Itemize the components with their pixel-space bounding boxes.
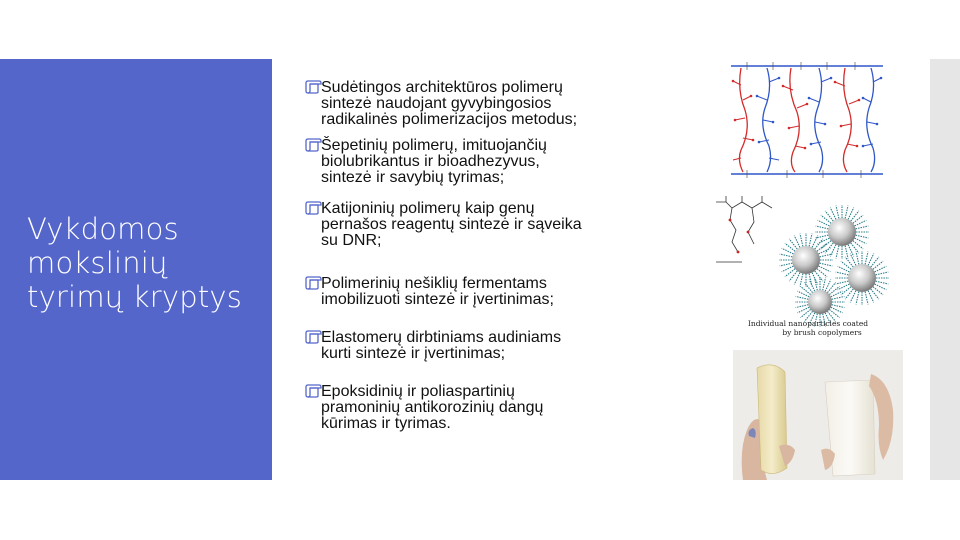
nanoparticle-core <box>848 264 876 292</box>
brush-chain <box>830 245 836 257</box>
brush-chain <box>794 273 800 285</box>
brush-chain <box>830 208 836 220</box>
brush-chain <box>855 238 867 244</box>
slide-edge-strip <box>930 59 960 480</box>
bullet-line: Šepetinių polimerų, imituojančių <box>321 137 547 154</box>
brush-chain <box>809 279 815 291</box>
slide-title <box>27 212 267 314</box>
bullet-line: radikalinės polimerizacijos metodus; <box>321 111 578 128</box>
bullet-line: Epoksidinių ir poliaspartinių <box>321 383 515 400</box>
scroll-bullet-icon <box>304 276 322 290</box>
bullet-item <box>307 384 707 438</box>
bullet-line: biolubrikantus ir bioadhezyvus, <box>321 153 540 170</box>
brush-chain <box>812 236 818 248</box>
scroll-bullet-icon <box>304 201 322 215</box>
brush-chain <box>831 307 843 313</box>
bullet-line: Katijoninių polimerų kaip genų <box>321 200 535 217</box>
brush-chain <box>797 291 809 297</box>
scroll-bullet-icon <box>304 330 322 344</box>
bullet-list <box>307 80 707 438</box>
bullet-line: Sudėtingos architektūros polimerų <box>321 79 563 96</box>
brush-chain <box>820 263 833 266</box>
brush-chain <box>809 274 812 287</box>
brush-chain <box>838 266 850 272</box>
brush-chain <box>782 266 794 272</box>
title-line-2: mokslinių <box>27 246 168 280</box>
brush-chain <box>823 278 826 291</box>
nanoparticle-core <box>792 246 820 274</box>
title-line-1: Vykdomos <box>27 212 179 246</box>
bullet-item <box>307 80 707 138</box>
title-line-3: tyrimų kryptys <box>27 280 243 314</box>
brush-chain <box>796 296 809 299</box>
elastomer-photo-drawing <box>733 350 903 480</box>
brush-chain <box>825 279 831 291</box>
brush-chain <box>818 220 830 226</box>
brush-chain <box>800 234 803 247</box>
brush-chain <box>831 291 843 297</box>
brush-chain <box>797 307 809 313</box>
brush-chain <box>865 252 868 265</box>
brush-chain <box>865 292 868 305</box>
polymer-network-drawing <box>727 60 887 180</box>
bullet-line: pramoninių antikorozinių dangų <box>321 399 544 416</box>
bullet-line: sintezė naudojant gyvybingosios <box>321 95 552 112</box>
bullet-line: Elastomerų dirbtiniams audiniams <box>321 329 562 346</box>
bullet-item <box>307 138 707 201</box>
brush-chain <box>850 291 856 303</box>
nanoparticle-drawing <box>712 192 904 340</box>
bullet-item <box>307 201 707 276</box>
bullet-item <box>307 276 707 330</box>
bullet-line: sintezė ir savybių tyrimas; <box>321 169 505 186</box>
brush-chain <box>848 245 854 257</box>
nanoparticle-core <box>808 290 832 314</box>
brush-chain <box>856 226 869 229</box>
brush-chain <box>855 220 867 226</box>
brush-chain <box>800 274 803 287</box>
brush-chain <box>782 248 794 254</box>
scroll-bullet-icon <box>304 80 322 94</box>
brush-chain <box>794 236 800 248</box>
brush-chain <box>868 291 874 303</box>
caption-line-1: Individual nanoparticles coated <box>747 319 869 328</box>
brush-nanoparticles <box>779 205 889 327</box>
brush-chain <box>809 234 812 247</box>
brush-chain <box>876 281 889 284</box>
bullet-line: pernašos reagentų sintezė ir sąveika <box>321 216 582 233</box>
brush-chain <box>819 266 831 272</box>
brush-chain <box>832 296 845 299</box>
bullet-line: imobilizuoti sintezė ir įvertinimas; <box>321 291 554 308</box>
brush-chain <box>836 272 849 275</box>
brush-chain <box>856 292 859 305</box>
brush-chain <box>848 208 854 220</box>
elastomer-photo <box>733 350 903 480</box>
scroll-bullet-icon <box>304 138 322 152</box>
brush-chain <box>845 206 848 219</box>
brush-chain <box>856 235 869 238</box>
bullet-line: kūrimas ir tyrimas. <box>321 415 451 432</box>
brush-chain <box>876 272 889 275</box>
brush-chain <box>836 246 839 259</box>
brush-chain <box>820 254 833 257</box>
brush-chain <box>836 206 839 219</box>
brush-chain <box>816 226 829 229</box>
brush-chain <box>812 273 818 285</box>
brush-chain <box>850 254 856 266</box>
bullet-line: Polimerinių nešiklių fermentams <box>321 275 547 292</box>
brush-chain <box>875 266 887 272</box>
brush-chain <box>780 254 793 257</box>
brush-chain <box>845 246 848 259</box>
brush-chain <box>875 284 887 290</box>
polymer-network-image <box>727 60 887 180</box>
brush-chain <box>796 305 809 308</box>
brush-chain <box>819 248 831 254</box>
bullet-item <box>307 330 707 384</box>
nanoparticle-brush-image <box>712 192 904 340</box>
brush-chain <box>780 263 793 266</box>
brush-chain <box>836 281 849 284</box>
brush-chain <box>816 235 829 238</box>
caption-line-2: by brush copolymers <box>782 328 862 337</box>
nanoparticle-core <box>828 218 856 246</box>
brush-chain <box>856 252 859 265</box>
scroll-bullet-icon <box>304 384 322 398</box>
brush-chain <box>868 254 874 266</box>
brush-chain <box>832 305 845 308</box>
bullet-line: kurti sintezė ir įvertinimas; <box>321 345 506 362</box>
bullet-line: su DNR; <box>321 232 382 249</box>
